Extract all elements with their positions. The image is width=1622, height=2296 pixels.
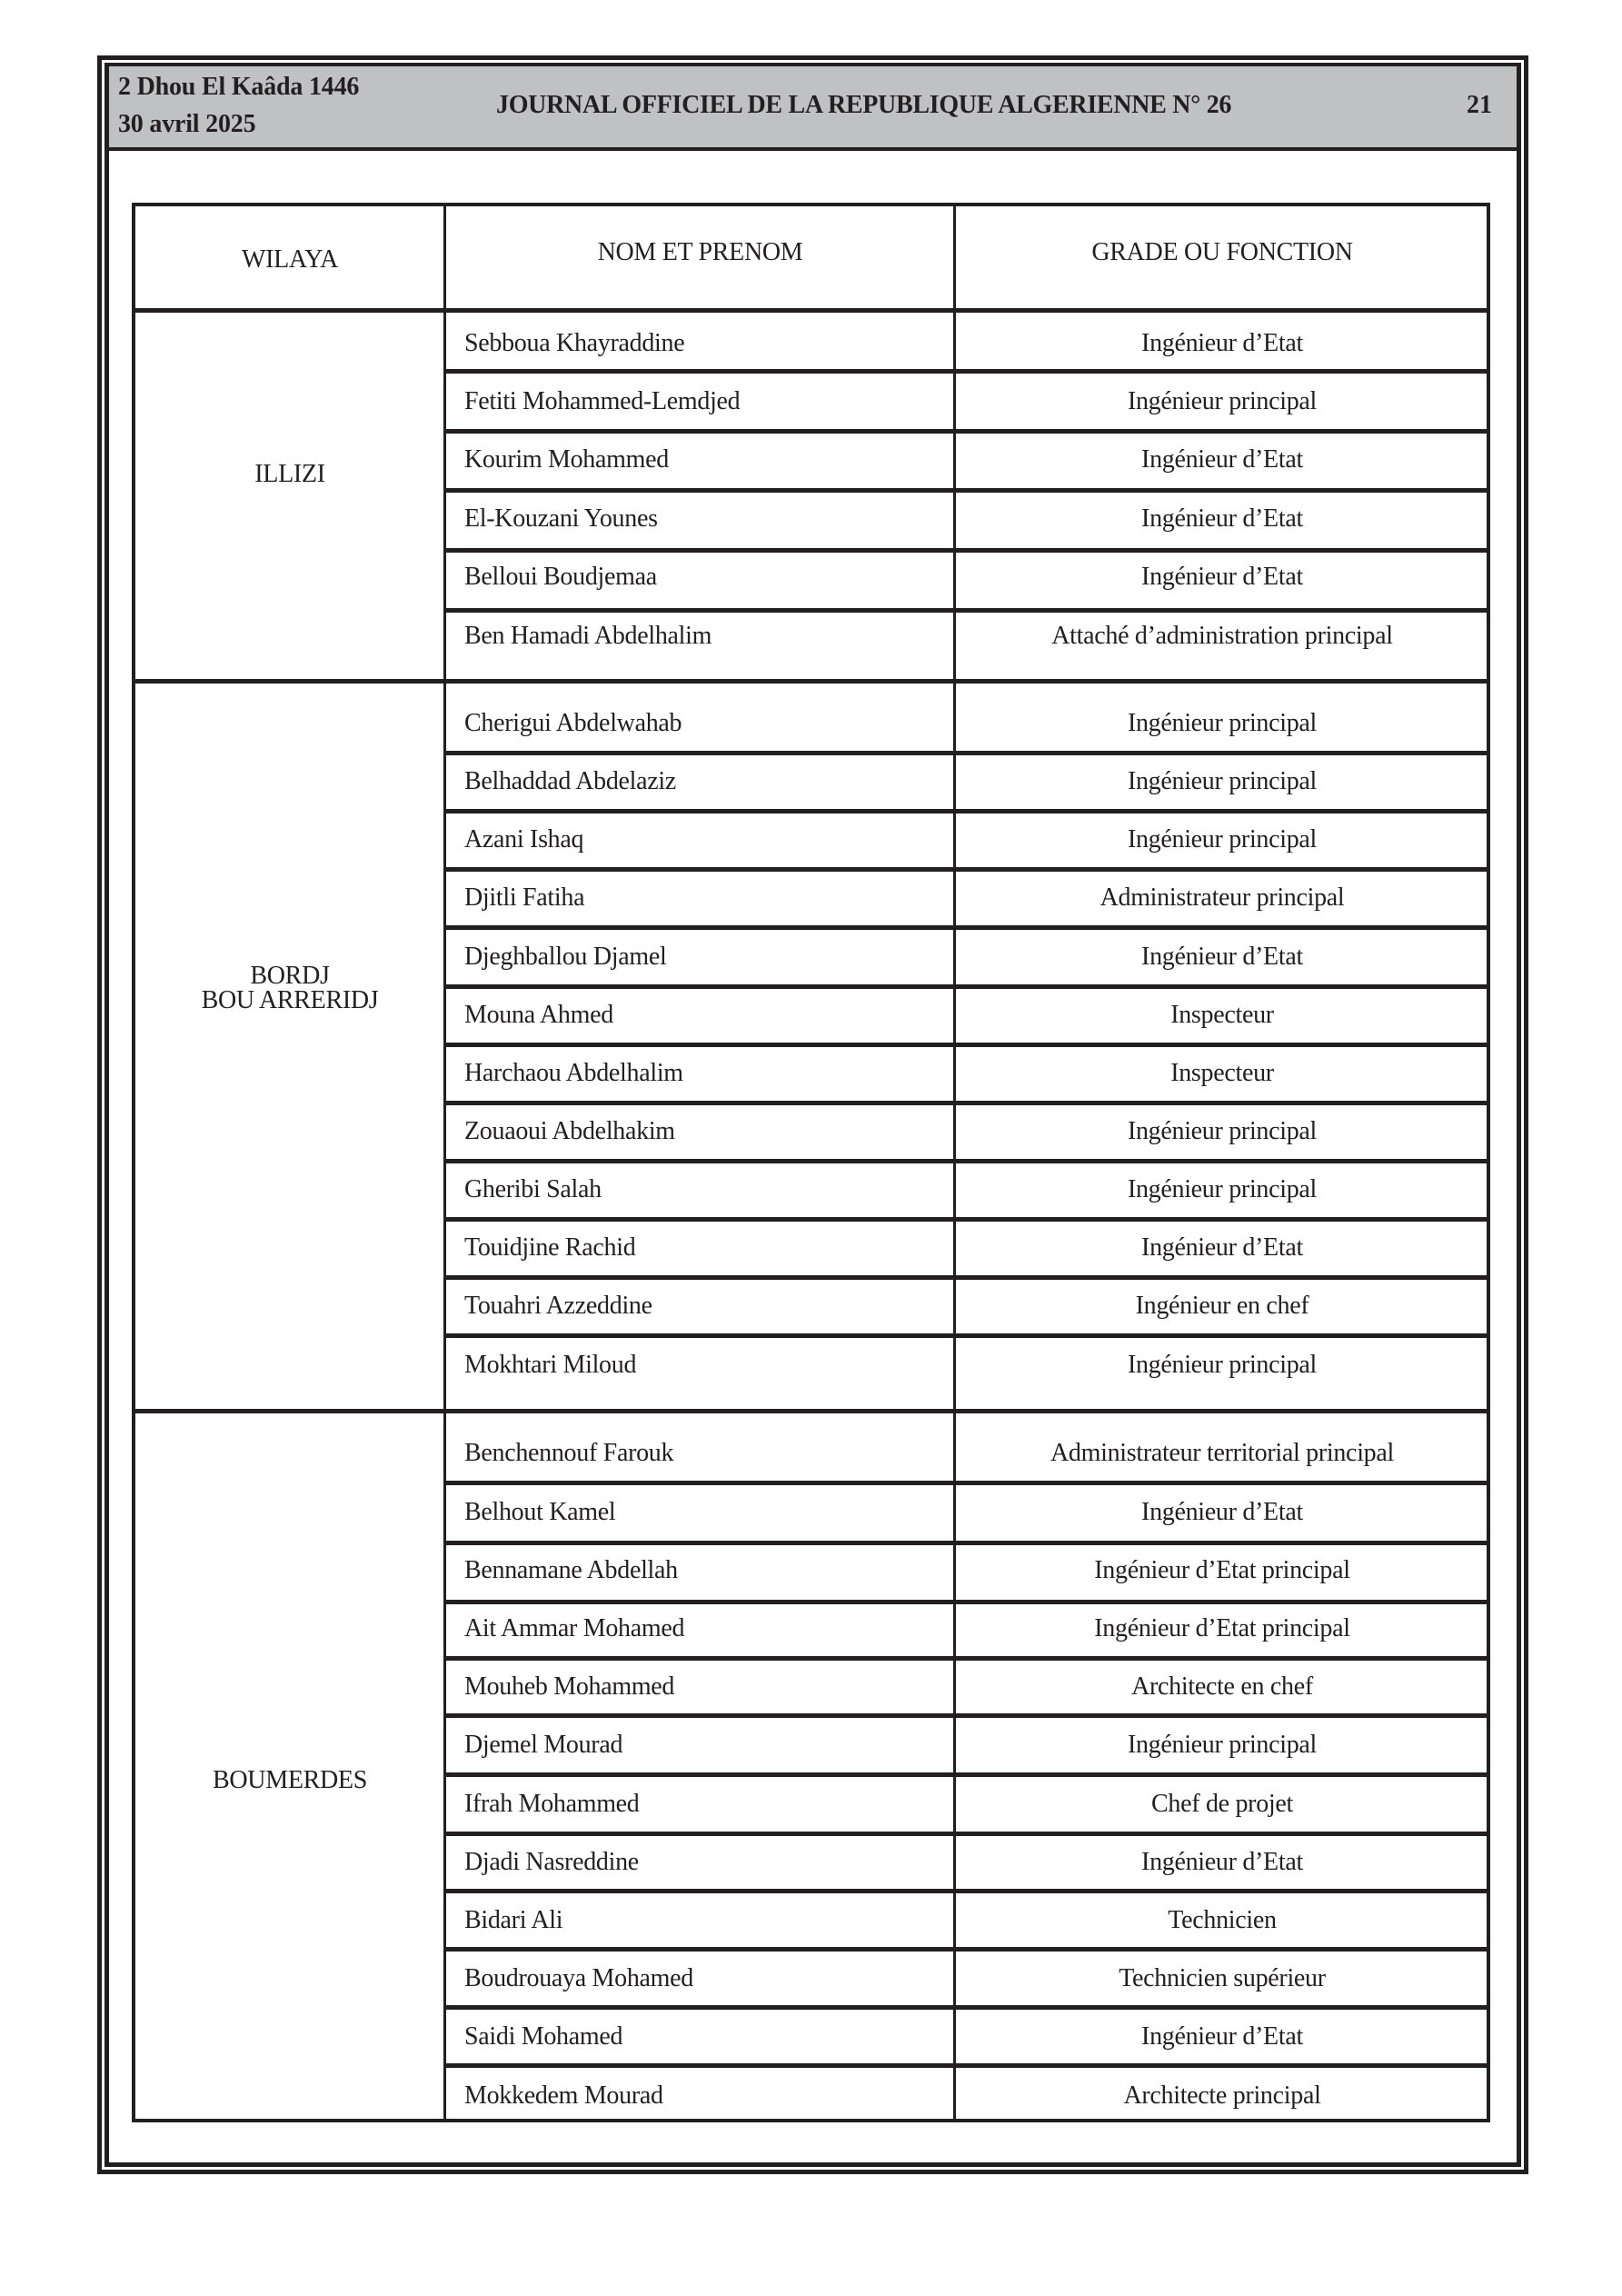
table-cell-grade: Ingénieur d’Etat <box>1141 943 1303 971</box>
row-separator <box>444 809 1490 814</box>
row-separator <box>444 1656 1490 1661</box>
table-cell-grade: Ingénieur d’Etat <box>1141 1848 1303 1876</box>
row-separator <box>444 548 1490 553</box>
header-date-gregorian: 30 avril 2025 <box>118 110 256 138</box>
row-separator <box>444 1713 1490 1718</box>
table-cell-grade: Technicien supérieur <box>1119 1964 1326 1992</box>
table-cell-name: Bidari Ali <box>464 1906 563 1934</box>
table-cell-grade: Ingénieur d’Etat principal <box>1094 1614 1350 1642</box>
table-cell-name: Djitli Fatiha <box>464 883 585 912</box>
row-separator <box>444 2063 1490 2068</box>
row-separator <box>444 751 1490 755</box>
table-cell-name: Zouaoui Abdelhakim <box>464 1117 675 1145</box>
table-cell-name: Mokhtari Miloud <box>464 1351 637 1379</box>
table-cell-grade: Inspecteur <box>1170 1059 1274 1087</box>
table-cell-name: Ben Hamadi Abdelhalim <box>464 622 712 650</box>
table-cell-grade: Ingénieur d’Etat <box>1141 563 1303 591</box>
table-cell-grade: Ingénieur principal <box>1127 1731 1318 1759</box>
table-cell-grade: Ingénieur principal <box>1127 1351 1318 1379</box>
table-cell-name: Boudrouaya Mohamed <box>464 1964 693 1992</box>
table-cell-name: Mouna Ahmed <box>464 1001 613 1029</box>
table-cell-name: Belhaddad Abdelaziz <box>464 767 676 795</box>
table-cell-grade: Administrateur territorial principal <box>1050 1439 1394 1467</box>
group-separator <box>132 679 1490 684</box>
table-cell-grade: Ingénieur principal <box>1127 767 1318 795</box>
row-separator <box>444 867 1490 872</box>
table-cell-grade: Ingénieur principal <box>1127 825 1318 854</box>
wilaya-illizi: ILLIZI <box>254 460 325 488</box>
wilaya-boumerdes: BOUMERDES <box>213 1766 367 1794</box>
table-cell-grade: Ingénieur principal <box>1127 387 1318 415</box>
row-separator <box>444 1043 1490 1047</box>
table-cell-name: Mouheb Mohammed <box>464 1672 675 1701</box>
table-cell-name: Mokkedem Mourad <box>464 2081 663 2110</box>
row-separator <box>444 1159 1490 1163</box>
wilaya-line2: BOU ARRERIDJ <box>201 986 379 1014</box>
table-cell-grade: Ingénieur principal <box>1127 1175 1318 1203</box>
row-separator <box>444 925 1490 930</box>
table-cell-name: Gheribi Salah <box>464 1175 602 1203</box>
table-cell-grade: Ingénieur d’Etat principal <box>1094 1556 1350 1584</box>
header-separator <box>132 308 1490 313</box>
table-cell-grade: Administrateur principal <box>1100 883 1345 912</box>
table-cell-grade: Architecte en chef <box>1131 1672 1313 1701</box>
table-cell-name: Ifrah Mohammed <box>464 1790 640 1818</box>
table-cell-grade: Chef de projet <box>1151 1790 1293 1818</box>
table-cell-name: Benchennouf Farouk <box>464 1439 674 1467</box>
table-cell-name: Cherigui Abdelwahab <box>464 709 682 737</box>
table-cell-name: Ait Ammar Mohamed <box>464 1614 685 1642</box>
row-separator <box>444 488 1490 493</box>
row-separator <box>444 1275 1490 1280</box>
row-separator <box>444 1541 1490 1545</box>
table-cell-grade: Ingénieur principal <box>1127 709 1318 737</box>
row-separator <box>444 1217 1490 1222</box>
row-separator <box>444 1889 1490 1893</box>
column-header-grade: GRADE OU FONCTION <box>1091 238 1353 266</box>
table-cell-name: Belloui Boudjemaa <box>464 563 657 591</box>
row-separator <box>444 1772 1490 1777</box>
row-separator <box>444 984 1490 989</box>
table-cell-grade: Ingénieur d’Etat <box>1141 2022 1303 2051</box>
wilaya-line1: BORDJ <box>250 962 330 990</box>
table-cell-name: Belhout Kamel <box>464 1498 616 1526</box>
table-cell-name: Azani Ishaq <box>464 825 584 854</box>
row-separator <box>444 608 1490 613</box>
page-number: 21 <box>1467 91 1492 119</box>
row-separator <box>444 1600 1490 1604</box>
journal-title: JOURNAL OFFICIEL DE LA REPUBLIQUE ALGERIENNE N° 26 <box>496 91 1232 119</box>
column-header-name: NOM ET PRENOM <box>597 238 803 266</box>
column-header-wilaya: WILAYA <box>241 245 339 274</box>
row-separator <box>444 1101 1490 1105</box>
table-cell-name: Fetiti Mohammed-Lemdjed <box>464 387 741 415</box>
group-separator <box>132 1409 1490 1413</box>
table-cell-grade: Attaché d’administration principal <box>1051 622 1393 650</box>
table-cell-name: Bennamane Abdellah <box>464 1556 678 1584</box>
table-cell-name: Djadi Nasreddine <box>464 1848 639 1876</box>
table-cell-name: Saidi Mohamed <box>464 2022 623 2051</box>
table-cell-name: Touidjine Rachid <box>464 1233 636 1262</box>
table-cell-grade: Ingénieur d’Etat <box>1141 329 1303 357</box>
row-separator <box>444 369 1490 374</box>
table-cell-grade: Architecte principal <box>1123 2081 1321 2110</box>
table-cell-grade: Ingénieur d’Etat <box>1141 445 1303 474</box>
table-cell-name: Harchaou Abdelhalim <box>464 1059 683 1087</box>
row-separator <box>444 429 1490 434</box>
row-separator <box>444 2005 1490 2010</box>
table-cell-grade: Ingénieur principal <box>1127 1117 1318 1145</box>
table-cell-grade: Technicien <box>1168 1906 1277 1934</box>
table-cell-name: El-Kouzani Younes <box>464 504 658 533</box>
table-cell-name: Kourim Mohammed <box>464 445 669 474</box>
table-cell-grade: Ingénieur d’Etat <box>1141 1498 1303 1526</box>
table-cell-name: Djeghballou Djamel <box>464 943 667 971</box>
table-cell-grade: Ingénieur d’Etat <box>1141 504 1303 533</box>
table-cell-name: Djemel Mourad <box>464 1731 623 1759</box>
table-cell-grade: Ingénieur d’Etat <box>1141 1233 1303 1262</box>
table-cell-grade: Inspecteur <box>1170 1001 1274 1029</box>
row-separator <box>444 1333 1490 1338</box>
row-separator <box>444 1832 1490 1836</box>
table-cell-grade: Ingénieur en chef <box>1135 1292 1309 1320</box>
table-cell-name: Sebboua Khayraddine <box>464 329 685 357</box>
wilaya-bordj-bou-arreridj <box>135 963 444 1013</box>
row-separator <box>444 1481 1490 1485</box>
table-cell-name: Touahri Azzeddine <box>464 1292 652 1320</box>
row-separator <box>444 1947 1490 1952</box>
header-date-hijri: 2 Dhou El Kaâda 1446 <box>118 73 360 101</box>
